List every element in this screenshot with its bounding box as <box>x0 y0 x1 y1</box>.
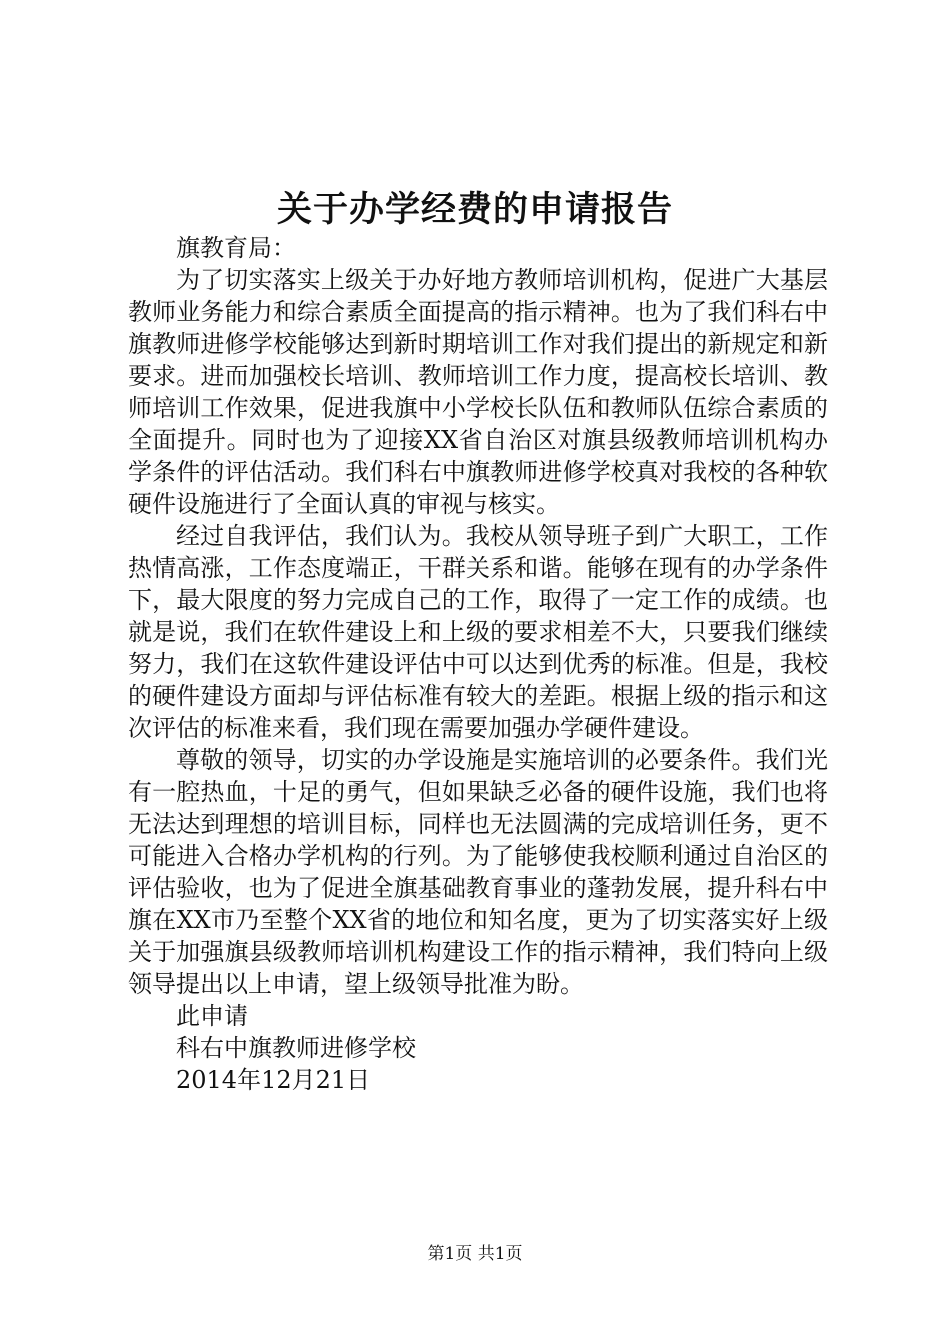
document-body <box>128 232 828 1096</box>
salutation: 旗教育局： <box>176 234 296 262</box>
signature-line: 科右中旗教师进修学校 <box>176 1034 416 1062</box>
document-title: 关于办学经费的申请报告 <box>276 189 673 230</box>
paragraph-2: 经过自我评估，我们认为。我校从领导班子到广大职工，工作热情高涨，工作态度端正，干群关系和谐。能够在现有的办学条件下，最大限度的努力完成自己的工作，取得了一定工作的成绩。也就是说，我们在软件建设上和上级的要求相差不大，只要我们继续努力，我们在这软件建设评估中可以达到优秀的标准。但是，我校的硬件建设方面却与评估标准有较大的差距。根据上级的指示和这次评估的标准来看，我们现在需要加强办学硬件建设。 <box>128 522 828 742</box>
paragraph-3: 尊敬的领导，切实的办学设施是实施培训的必要条件。我们光有一腔热血，十足的勇气，但如果缺乏必备的硬件设施，我们也将无法达到理想的培训目标，同样也无法圆满的完成培训任务，更不可能进入合格办学机构的行列。为了能够使我校顺利通过自治区的评估验收，也为了促进全旗基础教育事业的蓬勃发展，提升科右中旗在XX市乃至整个XX省的地位和知名度，更为了切实落实好上级关于加强旗县级教师培训机构建设工作的指示精神，我们特向上级领导提出以上申请，望上级领导批准为盼。 <box>128 746 828 998</box>
page-footer: 第1页 共1页 <box>427 1244 523 1264</box>
paragraph-1: 为了切实落实上级关于办好地方教师培训机构，促进广大基层教师业务能力和综合素质全面提高的指示精神。也为了我们科右中旗教师进修学校能够达到新时期培训工作对我们提出的新规定和新要求。进而加强校长培训、教师培训工作力度，提高校长培训、教师培训工作效果，促进我旗中小学校长队伍和教师队伍综合素质的全面提升。同时也为了迎接XX省自治区对旗县级教师培训机构办学条件的评估活动。我们科右中旗教师进修学校真对我校的各种软硬件设施进行了全面认真的审视与核实。 <box>128 266 828 518</box>
closing-line: 此申请 <box>176 1002 248 1030</box>
date-line: 2014年12月21日 <box>176 1066 371 1094</box>
